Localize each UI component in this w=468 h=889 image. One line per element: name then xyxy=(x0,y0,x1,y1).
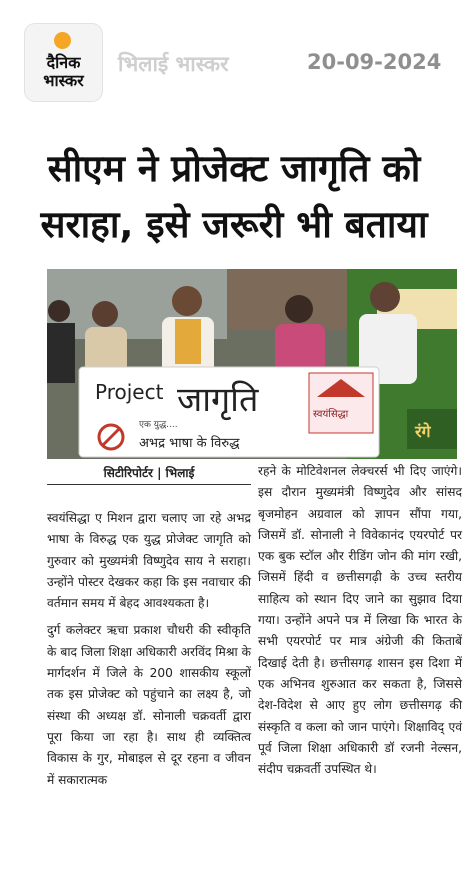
article-column-1 xyxy=(47,508,251,791)
sun-icon xyxy=(54,32,71,49)
news-photo xyxy=(47,269,457,459)
edition-date: 20-09-2024 xyxy=(307,50,442,74)
logo-line2: भास्कर xyxy=(43,71,84,90)
banner-sub2: अभद्र भाषा के विरुद्ध xyxy=(139,436,240,451)
article-paragraph: स्वयंसिद्धा ए मिशन द्वारा चलाए जा रहे अभद्र भाषा के विरुद्ध एक युद्ध प्रोजेक्ट जागृति को गुरुवार को मुख्यमंत्री विष्णुदेव साय ने सराहा। उन्होंने पोस्टर देखकर कहा कि इस नवाचार की वर्तमान समय में बेहद आवश्यकता है। xyxy=(47,511,251,611)
banner-title: जागृति xyxy=(177,380,259,420)
article-paragraph: दुर्ग कलेक्टर ऋचा प्रकाश चौधरी की स्वीकृति के बाद जिला शिक्षा अधिकारी अरविंद मिश्रा के मार्गदर्शन में जिले के 200 शासकीय स्कूलों तक इस प्रोजेक्ट को पहुंचाने का लक्ष्य है, जो संस्था की अध्यक्ष डॉ. सोनाली चक्रवर्ती द्वारा पूरा किया जा रहा है। साथ ही व्यक्तित्व विकास के गुर, मोबाइल से दूर रहना व जीवन में सकारात्मक xyxy=(47,623,251,787)
article-column-2 xyxy=(258,461,462,780)
photo-illustration xyxy=(47,269,457,459)
banner-sub1: एक युद्ध.... xyxy=(139,420,178,430)
backdrop-text: रंगे xyxy=(415,422,431,441)
banner-brand: स्वयंसिद्धा xyxy=(313,409,349,420)
masthead xyxy=(0,0,468,110)
headline-line2: सराहा, इसे जरूरी भी बताया xyxy=(40,203,428,246)
byline: सिटीरिपोर्टर | भिलाई xyxy=(103,466,195,480)
banner-project: Project xyxy=(95,380,164,404)
logo-line1: दैनिक xyxy=(46,53,81,72)
edition-name: भिलाई भास्कर xyxy=(118,52,229,76)
headline-line1: सीएम ने प्रोजेक्ट जागृति को xyxy=(47,147,421,190)
byline-row xyxy=(47,462,251,485)
dainik-bhaskar-logo xyxy=(25,24,102,101)
article-paragraph: रहने के मोटिवेशनल लेक्चरर्स भी दिए जाएंगे। इस दौरान मुख्यमंत्री विष्णुदेव और सांसद बृजमोहन अग्रवाल को ज्ञापन सौंपा गया, जिसमें डॉ. सोनाली ने विवेकानंद एयरपोर्ट पर एक बुक स्टॉल और रीडिंग जोन की मांग रखी, जिसमें हिंदी व छत्तीसगढ़ी के उच्च स्तरीय साहित्य को स्थान दिए जाने का सुझाव दिया गया। उन्होंने अपने पत्र में लिखा कि भारत के सभी एयरपोर्ट पर मात्र अंग्रेजी की किताबें दिखाई देती है। छत्तीसगढ़ शासन इस दिशा में एक अभिनव शुरुआत कर सकता है, जिससे देश-विदेश से आए हुए लोग छत्तीसगढ़ की संस्कृति व कला को जान पाएंगे। शिक्षाविद् एवं पूर्व जिला शिक्षा अधिकारी डॉ रजनी नेल्सन, संदीप चक्रवर्ती उपस्थित थे। xyxy=(258,464,462,777)
